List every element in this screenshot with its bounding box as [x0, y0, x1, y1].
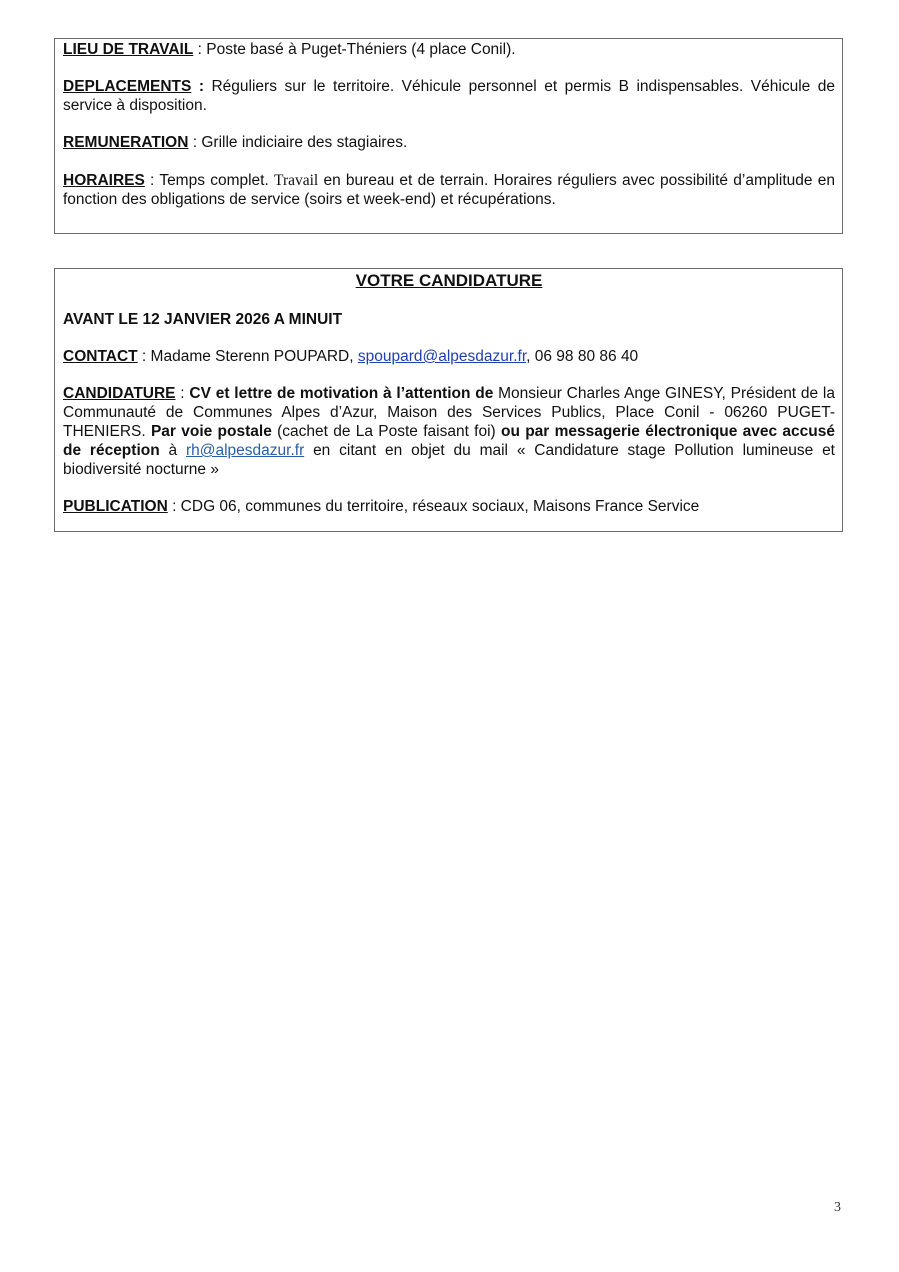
publication-label: PUBLICATION: [63, 498, 168, 515]
application-separator: :: [175, 385, 190, 402]
contact-phone-text: , 06 98 80 86 40: [526, 348, 639, 365]
contact-label: CONTACT: [63, 348, 138, 365]
application-title: VOTRE CANDIDATURE: [355, 271, 543, 290]
publication-paragraph: [63, 497, 835, 516]
hours-text-serif: Travail: [274, 172, 319, 189]
hours-paragraph: [63, 171, 835, 209]
application-bold-postal: Par voie postale: [150, 423, 272, 440]
travel-separator: :: [191, 78, 212, 95]
workplace-label: LIEU DE TRAVAIL: [63, 41, 194, 58]
hours-text-end: en bureau et de terrain. Horaires réguliers avec possibilité d’amplitude en fonction des obligations de service (soirs et week-end) et récupérations.: [63, 172, 835, 208]
salary-label: REMUNERATION: [63, 134, 189, 151]
contact-paragraph: [63, 347, 835, 366]
application-to-text: à: [159, 442, 186, 459]
salary-paragraph: [63, 133, 835, 152]
travel-text: Réguliers sur le territoire. Véhicule personnel et permis B indispensables. Véhicule de service à disposition.: [63, 78, 835, 114]
application-subject-text: en citant en objet du mail « Candidature stage Pollution lumineuse et biodiversité nocturne »: [63, 442, 835, 478]
application-bold-documents: CV et lettre de motivation à l’attention de: [189, 385, 494, 402]
salary-text: : Grille indiciaire des stagiaires.: [188, 134, 408, 151]
contact-email-link[interactable]: spoupard@alpesdazur.fr: [357, 348, 527, 365]
application-paragraph: [63, 384, 835, 479]
deadline-text: AVANT LE 12 JANVIER 2026 A MINUIT: [63, 311, 343, 328]
contact-text-start: : Madame Sterenn POUPARD,: [137, 348, 358, 365]
travel-label: DEPLACEMENTS: [63, 78, 192, 95]
application-bold-email: ou par messagerie électronique avec accusé de réception: [63, 423, 835, 459]
application-postmark-text: (cachet de La Poste faisant foi): [271, 423, 501, 440]
hours-text-start: : Temps complet.: [144, 172, 275, 189]
job-conditions-box: [54, 38, 843, 234]
application-label: CANDIDATURE: [63, 385, 176, 402]
page-number: 3: [834, 1200, 841, 1215]
travel-paragraph: [63, 77, 835, 115]
application-box: [54, 268, 843, 532]
publication-text: : CDG 06, communes du territoire, réseaux sociaux, Maisons France Service: [167, 498, 700, 515]
application-email-link[interactable]: rh@alpesdazur.fr: [185, 442, 305, 459]
hours-label: HORAIRES: [63, 172, 145, 189]
workplace-text: : Poste basé à Puget-Théniers (4 place Conil).: [193, 41, 516, 58]
workplace-paragraph: [63, 40, 835, 59]
application-recipient-text: Monsieur Charles Ange GINESY, Président de la Communauté de Communes Alpes d’Azur, Maison des Services Publics, Place Conil - 06260 PUGET-THENIERS.: [63, 385, 835, 440]
